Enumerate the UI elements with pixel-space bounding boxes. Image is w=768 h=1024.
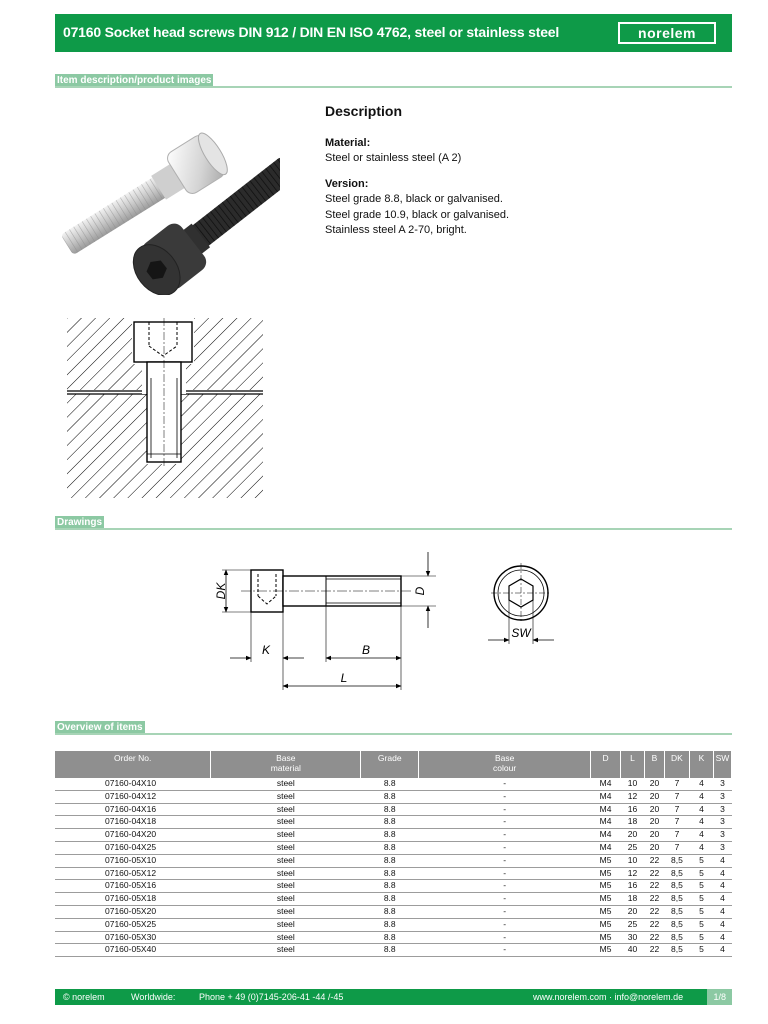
column-header (621, 751, 645, 778)
table-cell: steel (211, 918, 361, 931)
table-cell: 8.8 (361, 880, 419, 893)
table-cell: 20 (621, 829, 645, 842)
table-row (55, 854, 732, 867)
table-cell: 22 (644, 905, 664, 918)
table-cell: 7 (664, 790, 689, 803)
table-cell: 18 (621, 816, 645, 829)
label-l: L (340, 671, 348, 685)
table-cell: 4 (689, 790, 713, 803)
table-cell: steel (211, 880, 361, 893)
table-cell: M5 (591, 893, 621, 906)
table-cell: M5 (591, 867, 621, 880)
table-cell: 07160-05X10 (55, 854, 211, 867)
table-cell: 4 (689, 841, 713, 854)
table-cell: steel (211, 854, 361, 867)
table-cell: 07160-05X20 (55, 905, 211, 918)
table-cell: 22 (644, 867, 664, 880)
column-header (419, 751, 591, 778)
table-cell: 20 (644, 829, 664, 842)
page-header (55, 14, 732, 52)
table-cell: - (419, 829, 591, 842)
table-cell: 22 (644, 918, 664, 931)
table-cell: 8,5 (664, 854, 689, 867)
table-cell: 7 (664, 778, 689, 790)
table-cell: 30 (621, 931, 645, 944)
table-cell: 4 (713, 918, 731, 931)
table-row (55, 905, 732, 918)
version-line: Stainless steel A 2-70, bright. (325, 224, 467, 236)
table-cell: 8.8 (361, 790, 419, 803)
table-cell: M5 (591, 944, 621, 957)
table-cell: 4 (689, 803, 713, 816)
label-dk: DK (214, 582, 228, 600)
table-cell: steel (211, 944, 361, 957)
table-row (55, 931, 732, 944)
column-header (55, 751, 211, 778)
table-row (55, 841, 732, 854)
footer-copyright: © norelem (63, 992, 105, 1002)
table-cell: 07160-05X12 (55, 867, 211, 880)
table-row (55, 893, 732, 906)
table-cell: 8.8 (361, 893, 419, 906)
table-cell: 22 (644, 880, 664, 893)
table-cell: steel (211, 893, 361, 906)
table-cell: 8.8 (361, 829, 419, 842)
table-cell: 25 (621, 841, 645, 854)
table-cell: M4 (591, 778, 621, 790)
table-cell: - (419, 944, 591, 957)
table-cell: 4 (713, 944, 731, 957)
column-header-text: Base (494, 753, 515, 763)
footer-phone: Phone + 49 (0)7145-206-41 -44 /-45 (199, 992, 344, 1002)
page-footer (55, 989, 732, 1005)
table-row (55, 816, 732, 829)
table-cell: steel (211, 867, 361, 880)
table-cell: 07160-04X10 (55, 778, 211, 790)
table-cell: 4 (713, 880, 731, 893)
column-header-text: material (270, 763, 301, 773)
column-header-text: Grade (377, 753, 402, 763)
table-cell: 07160-04X25 (55, 841, 211, 854)
table-cell: 5 (689, 918, 713, 931)
table-cell: 4 (713, 893, 731, 906)
table-cell: 20 (644, 790, 664, 803)
table-cell: 3 (713, 803, 731, 816)
table-cell: M4 (591, 816, 621, 829)
column-header (713, 751, 731, 778)
label-sw: SW (511, 626, 531, 640)
table-row (55, 918, 732, 931)
table-cell: - (419, 803, 591, 816)
table-cell: 3 (713, 778, 731, 790)
table-cell: 5 (689, 944, 713, 957)
version-line: Steel grade 10.9, black or galvanised. (325, 208, 510, 221)
table-cell: 8.8 (361, 918, 419, 931)
table-cell: - (419, 841, 591, 854)
column-header-text: colour (493, 763, 517, 773)
table-cell: 8,5 (664, 944, 689, 957)
table-cell: 10 (621, 854, 645, 867)
section-overview (55, 721, 732, 735)
table-cell: 7 (664, 841, 689, 854)
column-header-text: Base (276, 753, 296, 763)
table-cell: 20 (644, 803, 664, 816)
table-cell: M4 (591, 829, 621, 842)
table-cell: 22 (644, 854, 664, 867)
norelem-logo: norelem (618, 22, 716, 44)
table-cell: 8.8 (361, 867, 419, 880)
description-block (325, 104, 725, 239)
footer-worldwide: Worldwide: (131, 992, 176, 1002)
table-cell: - (419, 867, 591, 880)
table-cell: 8,5 (664, 931, 689, 944)
label-b: B (361, 643, 371, 657)
column-header (591, 751, 621, 778)
table-cell: 16 (621, 803, 645, 816)
table-cell: 07160-05X18 (55, 893, 211, 906)
table-cell: 4 (713, 854, 731, 867)
table-cell: 8,5 (664, 918, 689, 931)
table-cell: 07160-04X20 (55, 829, 211, 842)
table-cell: 10 (621, 778, 645, 790)
description-heading: Description (325, 103, 403, 119)
table-cell: 12 (621, 790, 645, 803)
table-cell: 5 (689, 880, 713, 893)
table-cell: 8.8 (361, 944, 419, 957)
table-cell: M4 (591, 790, 621, 803)
table-cell: - (419, 790, 591, 803)
dimension-drawing (196, 548, 596, 698)
table-cell: 5 (689, 905, 713, 918)
table-cell: 8.8 (361, 905, 419, 918)
table-cell: M4 (591, 841, 621, 854)
table-cell: 40 (621, 944, 645, 957)
table-cell: 4 (689, 816, 713, 829)
table-cell: 8.8 (361, 841, 419, 854)
table-cell: 20 (621, 905, 645, 918)
table-cell: 5 (689, 893, 713, 906)
column-header (664, 751, 689, 778)
table-cell: M5 (591, 880, 621, 893)
table-cell: 7 (664, 829, 689, 842)
section-title: Drawings (57, 517, 103, 528)
table-cell: steel (211, 778, 361, 790)
table-row (55, 829, 732, 842)
product-photo (55, 100, 280, 295)
column-header-text: SW (715, 753, 730, 763)
table-cell: steel (211, 829, 361, 842)
table-cell: M5 (591, 854, 621, 867)
table-cell: M5 (591, 918, 621, 931)
table-cell: - (419, 931, 591, 944)
material-label: Material: (325, 136, 371, 149)
table-cell: 20 (644, 816, 664, 829)
footer-contact[interactable]: www.norelem.com · info@norelem.de (533, 992, 684, 1002)
table-cell: 07160-04X16 (55, 803, 211, 816)
section-title: Item description/product images (57, 75, 212, 86)
table-cell: 8,5 (664, 880, 689, 893)
table-row (55, 944, 732, 957)
table-cell: - (419, 778, 591, 790)
section-item-description (55, 74, 732, 88)
table-header-row (55, 751, 732, 778)
table-cell: steel (211, 790, 361, 803)
section-title: Overview of items (57, 722, 143, 733)
label-d: D (413, 586, 427, 596)
column-header (361, 751, 419, 778)
page-number: 1/8 (707, 989, 732, 1005)
table-cell: 3 (713, 829, 731, 842)
table-cell: 8,5 (664, 905, 689, 918)
table-cell: - (419, 905, 591, 918)
section-divider (55, 733, 732, 735)
table-cell: 07160-04X18 (55, 816, 211, 829)
table-cell: 12 (621, 867, 645, 880)
column-header-text: D (602, 753, 609, 763)
table-row (55, 803, 732, 816)
table-cell: 8.8 (361, 803, 419, 816)
section-divider (55, 528, 732, 530)
column-header-text: DK (671, 753, 683, 763)
installation-section-drawing (67, 318, 263, 498)
table-cell: 7 (664, 816, 689, 829)
table-cell: 25 (621, 918, 645, 931)
table-cell: 07160-05X30 (55, 931, 211, 944)
column-header-text: B (651, 753, 658, 763)
table-cell: - (419, 816, 591, 829)
table-row (55, 867, 732, 880)
table-cell: 5 (689, 931, 713, 944)
column-header (211, 751, 361, 778)
items-table (55, 751, 732, 957)
table-cell: steel (211, 803, 361, 816)
table-cell: 3 (713, 841, 731, 854)
table-row (55, 778, 732, 790)
table-cell: 07160-04X12 (55, 790, 211, 803)
table-cell: 07160-05X40 (55, 944, 211, 957)
table-cell: 4 (689, 829, 713, 842)
column-header-text: K (698, 753, 705, 763)
table-cell: steel (211, 841, 361, 854)
table-cell: M5 (591, 905, 621, 918)
material-text: Steel or stainless steel (A 2) (325, 152, 462, 164)
table-cell: 8.8 (361, 854, 419, 867)
table-cell: 8.8 (361, 931, 419, 944)
table-cell: 18 (621, 893, 645, 906)
table-cell: 8,5 (664, 893, 689, 906)
table-row (55, 790, 732, 803)
table-cell: 22 (644, 893, 664, 906)
table-cell: 5 (689, 867, 713, 880)
table-cell: 4 (689, 778, 713, 790)
table-cell: 20 (644, 841, 664, 854)
page-title: 07160 Socket head screws DIN 912 / DIN EN ISO 4762, steel or stainless steel (63, 24, 560, 40)
table-cell: - (419, 880, 591, 893)
label-k: K (261, 643, 271, 657)
column-header-text: Order No. (114, 753, 152, 763)
table-cell: - (419, 893, 591, 906)
table-cell: 5 (689, 854, 713, 867)
table-cell: - (419, 854, 591, 867)
section-divider (55, 86, 732, 88)
table-cell: M5 (591, 931, 621, 944)
column-header-text: L (630, 753, 635, 763)
table-cell: 3 (713, 816, 731, 829)
table-cell: - (419, 918, 591, 931)
table-cell: 4 (713, 931, 731, 944)
table-cell: steel (211, 816, 361, 829)
table-cell: 20 (644, 778, 664, 790)
table-cell: 07160-05X25 (55, 918, 211, 931)
table-cell: 16 (621, 880, 645, 893)
table-cell: 22 (644, 931, 664, 944)
table-cell: 8.8 (361, 816, 419, 829)
table-cell: 22 (644, 944, 664, 957)
table-cell: 7 (664, 803, 689, 816)
table-cell: 4 (713, 905, 731, 918)
table-cell: 3 (713, 790, 731, 803)
table-row (55, 880, 732, 893)
table-cell: 07160-05X16 (55, 880, 211, 893)
table-cell: steel (211, 931, 361, 944)
table-cell: steel (211, 905, 361, 918)
table-cell: 8.8 (361, 778, 419, 790)
version-label: Version: (325, 177, 369, 190)
table-cell: 4 (713, 867, 731, 880)
section-drawings (55, 516, 732, 530)
column-header (644, 751, 664, 778)
table-cell: 8,5 (664, 867, 689, 880)
column-header (689, 751, 713, 778)
version-line: Steel grade 8.8, black or galvanised. (325, 193, 503, 205)
table-cell: M4 (591, 803, 621, 816)
